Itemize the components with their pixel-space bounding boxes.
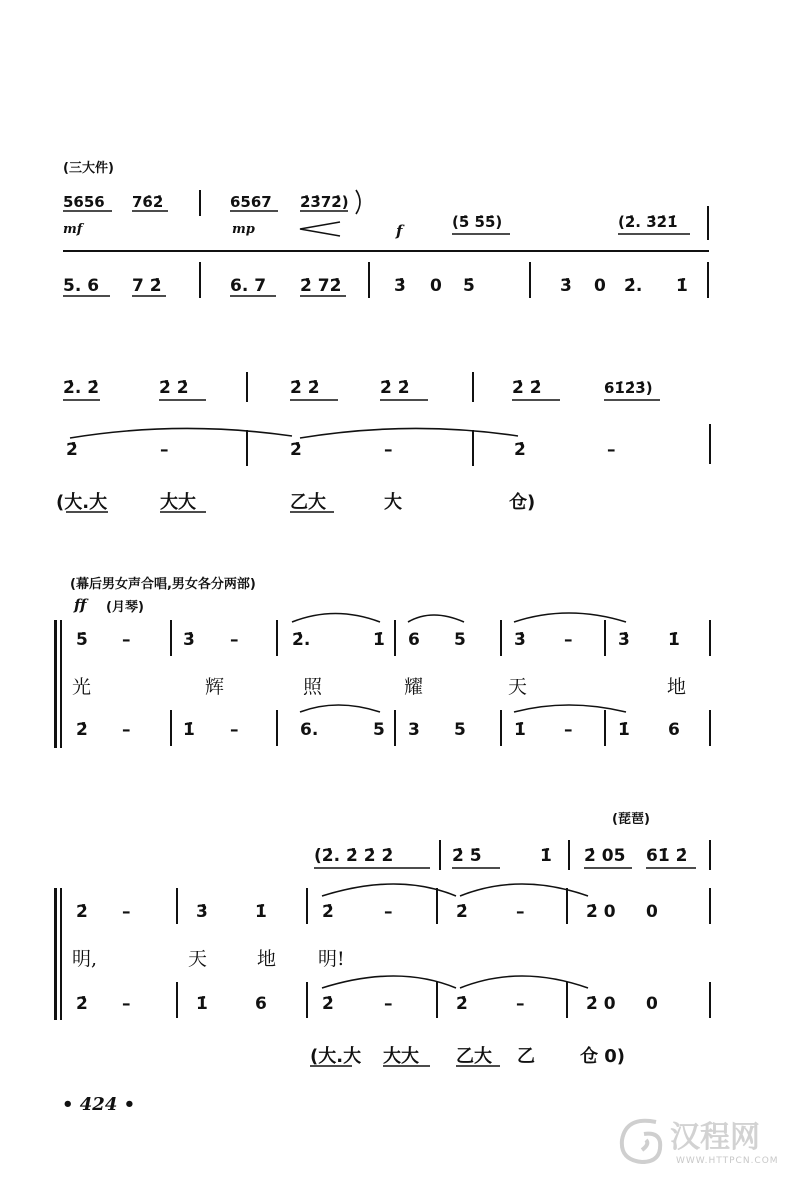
score-token: 6 — [408, 630, 420, 650]
score-token: 2̇ 2̇ — [512, 378, 542, 398]
percussion-token: (大.大 — [56, 492, 108, 513]
percussion-token: 乙大 — [290, 492, 326, 513]
lyric: 明! — [318, 948, 345, 970]
score-token: 5. 6 — [63, 276, 100, 296]
score-token: 5656 — [63, 193, 105, 211]
lyric: 辉 — [205, 676, 225, 698]
score-token: 2̇ — [322, 994, 334, 1014]
score-token: 5̇ — [76, 630, 88, 650]
score-token: 7 2̇ — [132, 276, 162, 296]
score-token: 2̇ — [456, 902, 468, 922]
score-token: 2̇. — [624, 276, 643, 296]
score-token: 5 — [373, 720, 385, 740]
lyric: 天 — [508, 676, 528, 698]
score-token: 0 — [430, 276, 442, 296]
dynamic-f: f — [396, 222, 403, 240]
percussion-token: 仓 0) — [580, 1046, 626, 1067]
lyric: 地 — [257, 948, 277, 970]
score-token: 2̇ 2̇ — [290, 378, 320, 398]
score-token: – — [384, 994, 393, 1014]
score-token: 1̇ — [183, 720, 195, 740]
score-token: 6. — [300, 720, 319, 740]
score-token: 3̇ — [618, 630, 630, 650]
score-token: 5̇ — [463, 276, 475, 296]
score-token: – — [122, 720, 131, 740]
percussion-token: 乙大 — [456, 1046, 492, 1067]
score-token: 2̇ — [76, 994, 88, 1014]
score-token: 3̇ — [183, 630, 195, 650]
score-token: 6 — [668, 720, 680, 740]
score-token: 2̇ 5̇ — [452, 846, 482, 866]
instrument-note: (月琴) — [106, 600, 144, 615]
score-token: 3̇ — [196, 902, 208, 922]
score-token: 76̇2̇ — [132, 193, 164, 211]
score-token: 1̇ — [540, 846, 552, 866]
score-token: 1̇ — [668, 630, 680, 650]
score-token: – — [384, 902, 393, 922]
score-token: (2̇. 3̇2̇1̇ — [618, 213, 678, 231]
instrument-note: (琵琶) — [612, 812, 650, 827]
score-token: 1̇ — [196, 994, 208, 1014]
score-token: 1̇ — [676, 276, 688, 296]
score-token: 1̇ — [373, 630, 385, 650]
score-token: 2̇ 0 — [586, 902, 616, 922]
lyric: 照 — [303, 676, 323, 698]
score-token: 6. 7 — [230, 276, 267, 296]
score-token: – — [230, 720, 239, 740]
score-token: – — [122, 902, 131, 922]
percussion-token: 仓) — [509, 492, 536, 513]
percussion-token: 乙 — [517, 1046, 535, 1067]
score-token: – — [122, 630, 131, 650]
score-token: 0 — [594, 276, 606, 296]
score-token: – — [564, 630, 573, 650]
score-token: 2̇ 05 — [584, 846, 626, 866]
watermark-brand: 汉程网 — [670, 1120, 760, 1155]
score-token: 2̇ 2̇ — [159, 378, 189, 398]
score-token: 2̇ — [456, 994, 468, 1014]
score-token: 2̇3̇72̇) — [300, 193, 349, 211]
score-token: 2̇ — [66, 440, 78, 460]
score-token: 61̇ 2̇ — [646, 846, 688, 866]
score-token: 3̇ — [394, 276, 406, 296]
score-token: (2̇. 2̇ 2̇ 2̇ — [314, 846, 394, 866]
score-token: 6 — [255, 994, 267, 1014]
score-token: – — [564, 720, 573, 740]
lyric: 地 — [667, 676, 687, 698]
score-token: 1̇ — [514, 720, 526, 740]
lyric: 明, — [72, 948, 98, 970]
watermark-url: WWW.HTTPCN.COM — [676, 1156, 779, 1166]
score-token: 2̇ — [76, 902, 88, 922]
dynamic-ff: ff — [74, 596, 87, 614]
score-token: 1̇ — [255, 902, 267, 922]
score-token: 2̇ — [290, 440, 302, 460]
percussion-token: 大 — [384, 492, 402, 513]
score-token: 1̇ — [618, 720, 630, 740]
percussion-token: 大大 — [383, 1046, 419, 1067]
score-token: 3̇ — [514, 630, 526, 650]
score-token: – — [516, 902, 525, 922]
score-token: 3̇ — [560, 276, 572, 296]
score-token: 2̇ — [514, 440, 526, 460]
score-token: 2̇ 72̇ — [300, 276, 342, 296]
score-token: – — [516, 994, 525, 1014]
score-token: 2̇ — [76, 720, 88, 740]
percussion-token: 大大 — [160, 492, 196, 513]
score-token: – — [384, 440, 393, 460]
chorus-note: (幕后男女声合唱,男女各分两部) — [70, 577, 256, 592]
watermark-logo — [612, 1112, 779, 1172]
score-token: 2̇ 2̇ — [380, 378, 410, 398]
score-token: 5 — [454, 720, 466, 740]
percussion-token: (大.大 — [310, 1046, 362, 1067]
score-token: – — [230, 630, 239, 650]
dynamic-mp: mp — [232, 222, 255, 237]
page-number: • 424 • — [62, 1094, 136, 1115]
score-token: 2̇. — [292, 630, 311, 650]
lyric: 耀 — [404, 676, 424, 698]
instrument-note: (三大件) — [63, 161, 114, 176]
lyric: 光 — [72, 676, 92, 698]
lyric: 天 — [188, 948, 208, 970]
score-token: 2̇ — [322, 902, 334, 922]
score-token: 6567 — [230, 193, 272, 211]
score-token: 0 — [646, 902, 658, 922]
score-token: – — [160, 440, 169, 460]
score-token: – — [607, 440, 616, 460]
score-token: – — [122, 994, 131, 1014]
score-token: 61̇2̇3̇) — [604, 379, 653, 397]
score-token: 0 — [646, 994, 658, 1014]
score-token: 3 — [408, 720, 420, 740]
score-token: (5̇ 5̇5̇) — [452, 213, 503, 231]
score-token: 2̇ 0 — [586, 994, 616, 1014]
score-token: 5 — [454, 630, 466, 650]
score-token: 2̇. 2̇ — [63, 378, 100, 398]
dynamic-mf: mf — [63, 222, 83, 237]
